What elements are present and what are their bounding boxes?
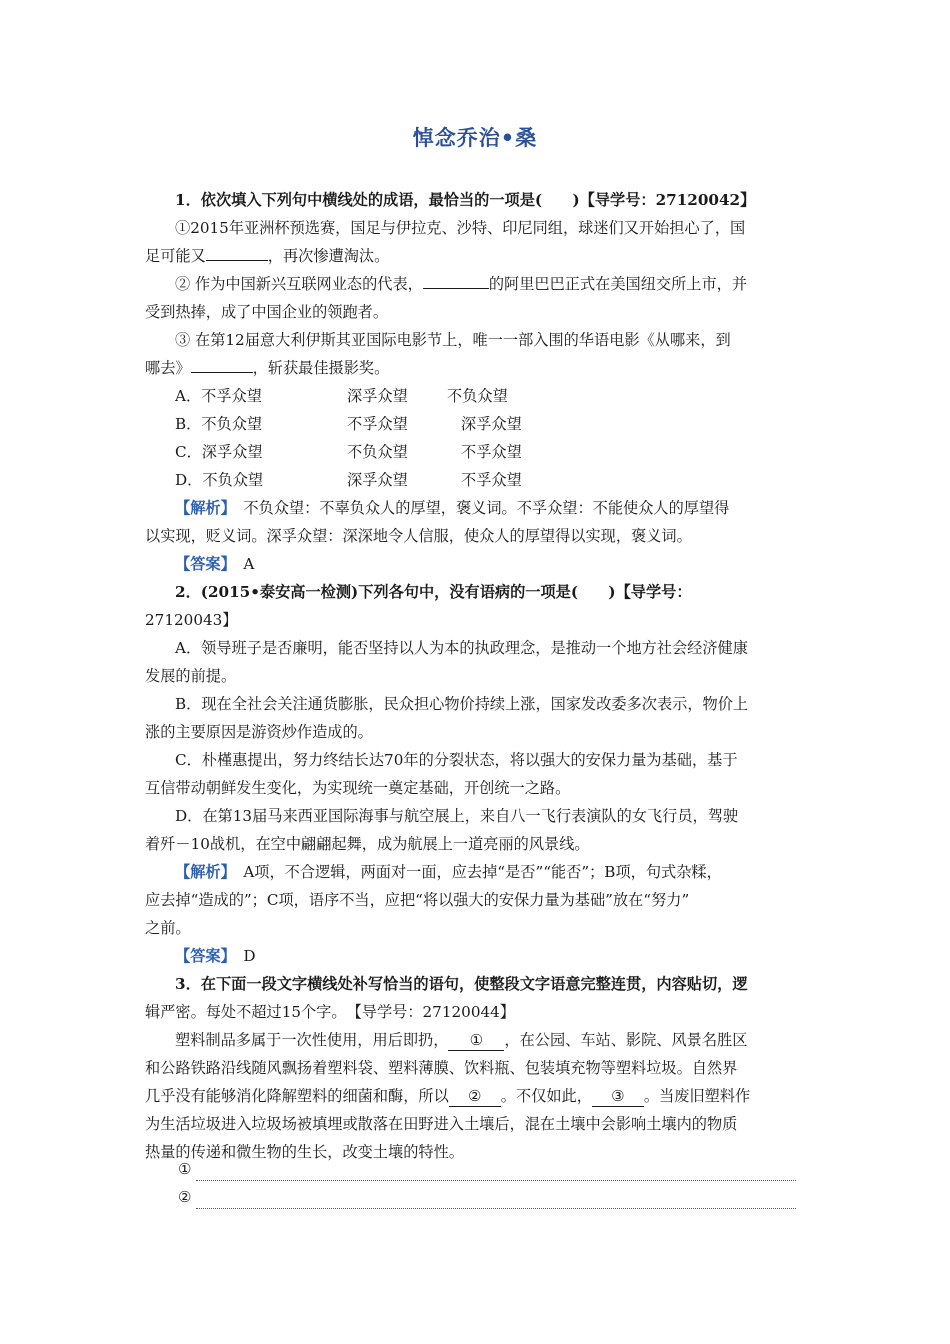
q2-stem: 2．(2015•泰安高一检测)下列各句中，没有语病的一项是( )【导学号： [175,583,692,601]
answer-line-2[interactable] [196,1208,796,1209]
page-title: 悼念乔治•桑 [412,126,538,150]
q1-sentence-1-cont: 足可能又 ，再次惨遭淘汰。 [145,242,805,270]
fill-blank [423,270,489,289]
fill-blank [206,242,268,261]
q2-analysis-cont-1: 应去掉“造成的”；C项，语序不当，应把“将以强大的安保力量为基础”放在“努力” [145,891,690,909]
document-body [145,186,805,1166]
q2-option-a: A．领导班子是否廉明，能否坚持以人为本的执政理念，是推动一个地方社会经济健康 [175,639,748,657]
q1-sentence-1: ①2015年亚洲杯预选赛，国足与伊拉克、沙特、印尼同组，球迷们又开始担心了，国 [175,219,746,237]
q3-passage-5: 热量的传递和微生物的生长，改变土壤的特性。 [145,1143,464,1161]
q3-stem-cont: 辑严密。每处不超过15个字。 【导学号：27120044】 [145,1003,515,1021]
fill-blank-3: ③ [592,1086,644,1107]
q3-passage-1: 塑料制品多属于一次性使用，用后即扔， ① ，在公园、车站、影院、风景名胜区 [175,1031,748,1049]
answer-line-1-label: ① [178,1160,192,1178]
q3-stem: 3．在下面一段文字横线处补写恰当的语句，使整段文字语意完整连贯，内容贴切，逻 [175,975,748,993]
fill-blank-2: ② [449,1086,501,1107]
q2-option-c-cont: 互信带动朝鲜发生变化，为实现统一奠定基础，开创统一之路。 [145,779,571,797]
q2-stem-cont: 27120043】 [145,611,238,629]
answer-line-2-label: ② [178,1188,192,1206]
q2-option-a-cont: 发展的前提。 [145,667,237,685]
q1-sentence-2-cont: 受到热捧，成了中国企业的领跑者。 [145,303,388,321]
q1-option-b: B．不负众望 不孚众望 深孚众望 [175,415,522,433]
fill-blank [191,354,253,373]
q2-option-c: C．朴槿惠提出，努力终结长达70年的分裂状态，将以强大的安保力量为基础，基于 [175,751,738,769]
q1-option-a: A．不孚众望 深孚众望 不负众望 [175,387,508,405]
fill-blank-1: ① [448,1030,504,1051]
q1-option-d: D．不负众望 深孚众望 不孚众望 [175,471,522,489]
q3-passage-2: 和公路铁路沿线随风飘扬着塑料袋、塑料薄膜、饮料瓶、包装填充物等塑料垃圾。自然界 [145,1059,738,1077]
q2-analysis-cont-2: 之前。 [145,919,191,937]
q2-answer: 【答案】 D [175,947,256,965]
q3-passage-3: 几乎没有能够消化降解塑料的细菌和酶，所以 ② 。不仅如此， ③ 。当废旧塑料作 [145,1087,751,1105]
q2-option-d: D．在第13届马来西亚国际海事与航空展上，来自八一飞行表演队的女飞行员，驾驶 [175,807,739,825]
q1-stem: 1．依次填入下列句中横线处的成语，最恰当的一项是( )【导学号：27120042】 [175,191,756,209]
q2-option-b-cont: 涨的主要原因是游资炒作造成的。 [145,723,373,741]
q2-analysis: 【解析】 A项，不合逻辑，两面对一面，应去掉“是否”“能否”；B项，句式杂糅， [175,863,722,881]
q1-sentence-3: ③ 在第12届意大利伊斯其亚国际电影节上，唯一一部入围的华语电影《从哪来，到 [175,331,731,349]
q2-option-b: B．现在全社会关注通货膨胀，民众担心物价持续上涨，国家发改委多次表示，物价上 [175,695,749,713]
q1-analysis-cont: 以实现，贬义词。深孚众望：深深地令人信服，使众人的厚望得以实现，褒义词。 [145,527,692,545]
answer-line-1[interactable] [196,1180,796,1181]
q1-option-c: C．深孚众望 不负众望 不孚众望 [175,443,522,461]
q3-passage-4: 为生活垃圾进入垃圾场被填埋或散落在田野进入土壤后，混在土壤中会影响土壤内的物质 [145,1115,738,1133]
q1-sentence-3-cont: 哪去》 ，斩获最佳摄影奖。 [145,354,805,382]
q1-sentence-2: ② 作为中国新兴互联网业态的代表， 的阿里巴巴正式在美国纽交所上市，并 [145,270,805,298]
q2-option-d-cont: 着歼－10战机，在空中翩翩起舞，成为航展上一道亮丽的风景线。 [145,835,590,853]
q1-analysis: 【解析】 不负众望：不辜负众人的厚望，褒义词。不孚众望：不能使众人的厚望得 [175,499,730,517]
q1-answer: 【答案】 A [175,555,255,573]
